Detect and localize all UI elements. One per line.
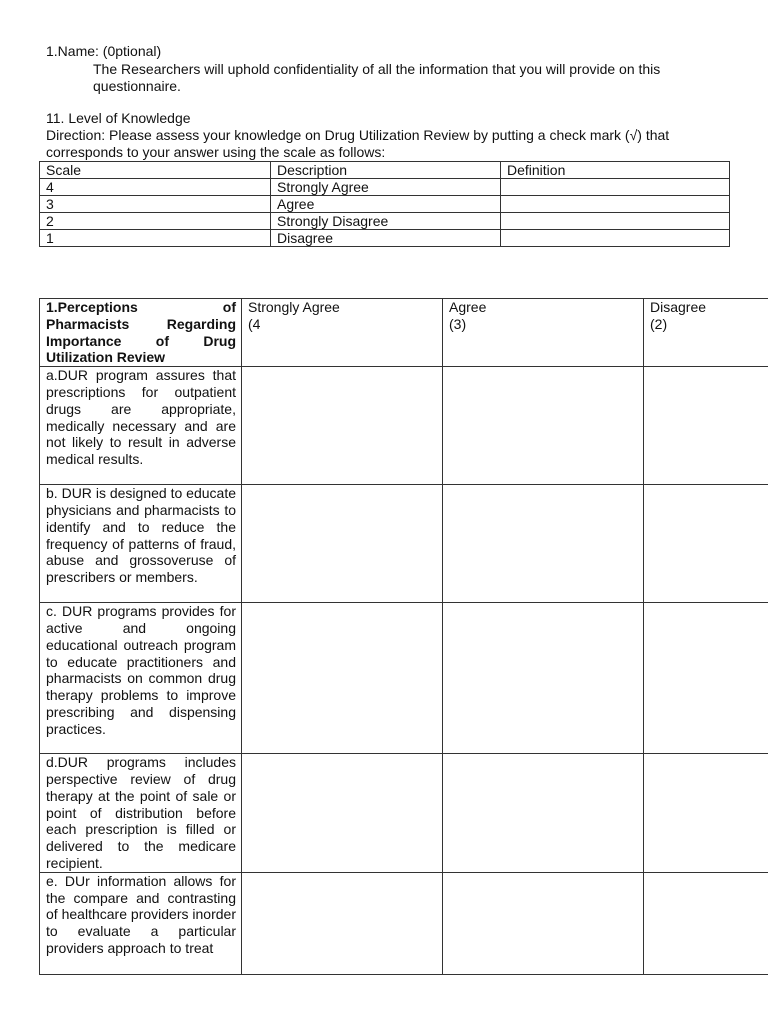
description-cell: Disagree	[271, 230, 501, 247]
agree-header	[443, 299, 644, 367]
answer-cell-strongly-agree[interactable]	[242, 872, 443, 974]
table-row	[40, 196, 730, 213]
direction-text: Direction: Please assess your knowledge on Drug Utilization Review by putting a check mark (√) that corresponds to your answer using the scale as follows:	[46, 127, 670, 160]
header-label: Strongly Agree	[248, 299, 340, 315]
answer-cell-agree[interactable]	[443, 754, 644, 873]
answer-cell-disagree[interactable]	[644, 754, 768, 873]
header-label: Agree	[449, 299, 487, 315]
name-field-label: 1.Name: (0ptional)	[46, 43, 162, 59]
answer-cell-agree[interactable]	[443, 872, 644, 974]
definition-cell[interactable]	[501, 179, 730, 196]
description-cell: Agree	[271, 196, 501, 213]
answer-cell-strongly-agree[interactable]	[242, 603, 443, 754]
scale-cell: 1	[40, 230, 271, 247]
table-row	[40, 230, 730, 247]
statement-cell: a.DUR program assures that prescriptions for outpatient drugs are appropriate, medically necessary and are not likely to result in adverse medical results.	[40, 367, 242, 485]
statement-cell: b. DUR is designed to educate physicians and pharmacists to identify and to reduce the frequency of patterns of fraud, abuse and grossoveruse of prescribers or members.	[40, 485, 242, 603]
disagree-header	[644, 299, 768, 367]
strongly-agree-header	[242, 299, 443, 367]
scale-cell: 4	[40, 179, 271, 196]
description-cell: Strongly Agree	[271, 179, 501, 196]
header-score: (3)	[449, 315, 467, 332]
answer-cell-strongly-agree[interactable]	[242, 754, 443, 873]
perception-header-question: 1.Perceptions of Pharmacists Regarding Importance of Drug Utilization Review	[40, 299, 242, 367]
scale-header-cell: Scale	[40, 162, 271, 179]
scale-table	[39, 161, 730, 247]
description-cell: Strongly Disagree	[271, 213, 501, 230]
answer-cell-agree[interactable]	[443, 367, 644, 485]
table-row	[40, 485, 768, 603]
answer-cell-strongly-agree[interactable]	[242, 485, 443, 603]
description-header-cell: Description	[271, 162, 501, 179]
table-row	[40, 367, 768, 485]
answer-cell-disagree[interactable]	[644, 603, 768, 754]
answer-cell-strongly-agree[interactable]	[242, 367, 443, 485]
table-row	[40, 872, 768, 974]
table-row	[40, 213, 730, 230]
scale-cell: 3	[40, 196, 271, 213]
answer-cell-disagree[interactable]	[644, 872, 768, 974]
header-score: (2)	[650, 315, 668, 332]
answer-cell-agree[interactable]	[443, 485, 644, 603]
statement-cell: e. DUr information allows for the compare and contrasting of healthcare providers inorder to evaluate a particular providers approach to treat	[40, 872, 242, 974]
definition-header-cell: Definition	[501, 162, 730, 179]
definition-cell[interactable]	[501, 230, 730, 247]
answer-cell-disagree[interactable]	[644, 367, 768, 485]
answer-cell-disagree[interactable]	[644, 485, 768, 603]
header-label: Disagree	[650, 299, 707, 315]
confidentiality-statement: The Researchers will uphold confidentiality of all the information that you will provide on this questionnaire.	[93, 61, 661, 94]
section-heading: 11. Level of Knowledge	[46, 110, 191, 126]
statement-cell: c. DUR programs provides for active and ongoing educational outreach program to educate practitioners and pharmacists on common drug therapy problems to improve prescribing and dispensing practices.	[40, 603, 242, 754]
perception-table-header	[40, 299, 768, 367]
answer-cell-agree[interactable]	[443, 603, 644, 754]
table-row	[40, 179, 730, 196]
definition-cell[interactable]	[501, 196, 730, 213]
table-row	[40, 603, 768, 754]
statement-cell: d.DUR programs includes perspective review of drug therapy at the point of sale or point of distribution before each prescription is filled or delivered to the medicare recipient.	[40, 754, 242, 873]
scale-cell: 2	[40, 213, 271, 230]
scale-table-header	[40, 162, 730, 179]
perception-table	[39, 298, 768, 975]
definition-cell[interactable]	[501, 213, 730, 230]
table-row	[40, 754, 768, 873]
header-score: (4	[248, 315, 261, 332]
